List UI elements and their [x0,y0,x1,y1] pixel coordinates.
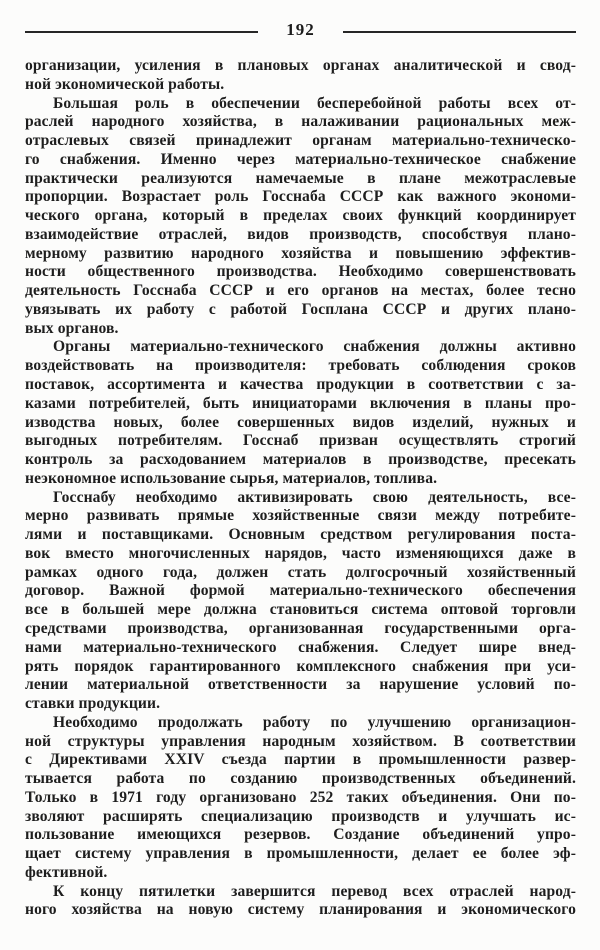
text-line: изводства новых, более совершенных видов изделий, нужных и [25,413,576,431]
text-line: лении материальной ответственности за нарушение условий по- [25,676,576,694]
text-line: казами потребителей, быть инициаторами включения в планы про- [25,394,576,412]
text-line: контроль за расходованием материалов в производстве, пресекать [25,451,576,469]
page-number: 192 [286,20,315,39]
text-line: ности общественного производства. Необходимо совершенствовать [25,263,576,281]
paragraph [25,338,576,488]
text-line: практически реализуются намечаемые в плане межотраслевые [25,169,576,187]
text-line: К концу пятилетки завершится перевод всех отраслей народ- [53,882,576,900]
text-line: пропорции. Возрастает роль Госснаба СССР как важного экономи- [25,188,576,206]
text-line: лями и поставщиками. Основным средством регулирования поста- [25,526,576,544]
text-line: вых органов. [25,319,119,337]
text-block [25,57,576,920]
text-line: мерному развитию народного хозяйства и повышению эффектив- [25,244,576,262]
text-line: ной структуры управления народным хозяйством. В соответствии [25,732,576,750]
text-line: ческого органа, который в пределах своих функций координирует [25,207,576,225]
paragraph [25,883,576,921]
text-line: рамках одного года, должен стать долгосрочный хозяйственный [25,563,576,581]
running-head [25,14,576,50]
text-line: воздействовать на производителя: требовать соблюдения сроков [25,357,576,375]
text-line: отраслевых связей принадлежит органам материально-техническо- [25,132,576,150]
text-line: зволяют расширять специализацию производств и улучшать ис- [25,807,576,825]
text-line: Большая роль в обеспечении бесперебойной работы всех от- [53,94,576,112]
text-line: увязывать их работу с работой Госплана СССР и других плано- [25,300,576,318]
text-line: выгодных потребителям. Госснаб призван осуществлять строгий [25,432,576,450]
text-line: фективной. [25,863,108,881]
text-line: ного хозяйства на новую систему планирования и экономического [25,901,576,919]
text-line: поставок, ассортимента и качества продукции в соответствии с за- [25,376,576,394]
text-line: деятельность Госснаба СССР и его органов на местах, более тесно [25,282,576,300]
header-rule-left [25,31,258,33]
text-line: с Директивами XXIV съезда партии в промышленности развер- [25,751,576,769]
text-line: Органы материально-технического снабжения должны активно [53,338,576,356]
text-line: средствами производства, организованная государственными орга- [25,619,576,637]
paragraph [25,489,576,714]
text-line: нами материально-технического снабжения. Следует шире внед- [25,638,576,656]
text-line: ставки продукции. [25,695,161,713]
text-line: Только в 1971 году организовано 252 таких объединения. Они по- [25,788,576,806]
text-line: вок вместо многочисленных нарядов, часто изменяющихся даже в [25,544,576,562]
text-line: Необходимо продолжать работу по улучшению организацион- [53,713,576,731]
paragraph [25,57,576,95]
text-line: мерно развивать прямые хозяйственные связи между потребите- [25,507,576,525]
text-line: го снабжения. Именно через материально-техническое снабжение [25,150,576,168]
text-line: договор. Важной формой материально-технического обеспечения [25,582,576,600]
text-line: тывается работа по созданию производственных объединений. [25,770,576,788]
text-line: взаимодействие отраслей, видов производств, способствуя плано- [25,225,576,243]
paragraph [25,95,576,339]
text-line: раслей народного хозяйства, в налаживании рациональных меж- [25,113,576,131]
text-line: рять порядок гарантированного комплексного снабжения при уси- [25,657,576,675]
text-line: ной экономической работы. [25,75,225,93]
text-line: Госснабу необходимо активизировать свою деятельность, все- [53,488,576,506]
text-line: организации, усиления в плановых органах аналитической и свод- [25,57,576,74]
paragraph [25,714,576,883]
text-line: неэкономное использование сырья, материалов, топлива. [25,469,438,487]
text-line: пользование имеющихся резервов. Создание объединений упро- [25,826,576,844]
header-rule-right [343,31,576,33]
text-line: щает систему управления в промышленности, делает ее более эф- [25,845,576,863]
text-line: все в большей мере должна становиться система оптовой торговли [25,601,576,619]
